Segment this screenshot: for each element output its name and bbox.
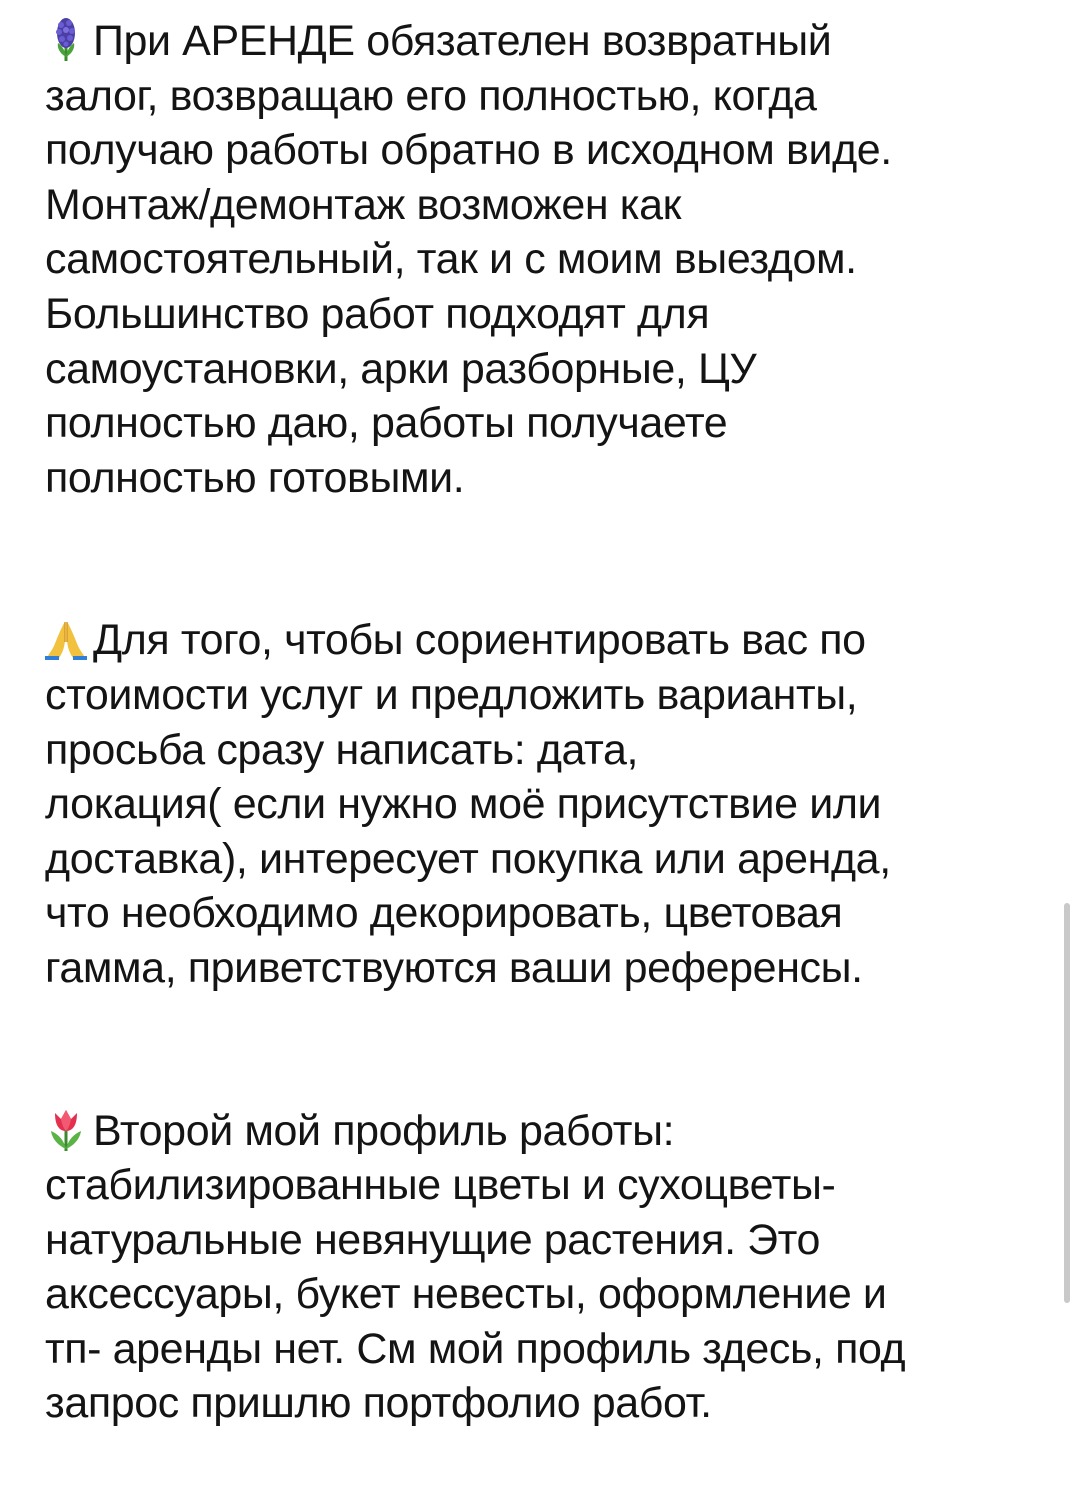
note-line: залог, возвращаю его полностью, когда	[45, 71, 817, 120]
note-line-text: При АРЕНДЕ обязателен возвратный	[93, 17, 832, 65]
hyacinth-emoji-icon	[45, 17, 87, 61]
note-line: натуральные невянущие растения. Это	[45, 1215, 820, 1264]
note-line: что необходимо декорировать, цветовая	[45, 889, 843, 938]
note-line: доставка), интересует покупка или аренда,	[45, 834, 891, 883]
note-line: локация( если нужно моё присутствие или	[45, 780, 882, 829]
note-line	[45, 14, 1045, 69]
note-line: самостоятельный, так и с моим выездом.	[45, 235, 857, 284]
note-line: гамма, приветствуются ваши референсы.	[45, 943, 863, 992]
note-line-text: Второй мой профиль работы:	[93, 1106, 675, 1155]
note-line: просьба сразу написать: дата,	[45, 725, 639, 774]
note-text-body	[45, 14, 1045, 1431]
note-line: стабилизированные цветы и сухоцветы-	[45, 1161, 836, 1210]
note-line: получаю работы обратно в исходном виде.	[45, 126, 892, 175]
note-paragraph-pricing-request	[45, 613, 1045, 995]
note-line	[45, 1104, 1045, 1159]
note-paragraph-rent-deposit	[45, 14, 1045, 505]
folded-hands-emoji-icon	[45, 616, 87, 660]
note-line: тп- аренды нет. См мой профиль здесь, под	[45, 1324, 906, 1373]
note-line: аксессуары, букет невесты, оформление и	[45, 1270, 887, 1319]
note-line: Большинство работ подходят для	[45, 289, 710, 338]
note-line: стоимости услуг и предложить варианты,	[45, 670, 858, 719]
note-line: полностью даю, работы получаете	[45, 399, 728, 448]
note-line: Монтаж/демонтаж возможен как	[45, 180, 682, 229]
note-paragraph-second-profile	[45, 1104, 1045, 1432]
note-line: полностью готовыми.	[45, 453, 465, 502]
note-line-text: Для того, чтобы сориентировать вас по	[93, 616, 866, 665]
note-line	[45, 613, 1045, 668]
tulip-emoji-icon	[45, 1107, 87, 1151]
vertical-scrollbar[interactable]	[1064, 903, 1070, 1303]
note-line: самоустановки, арки разборные, ЦУ	[45, 344, 757, 393]
note-line: запрос пришлю портфолио работ.	[45, 1379, 712, 1428]
